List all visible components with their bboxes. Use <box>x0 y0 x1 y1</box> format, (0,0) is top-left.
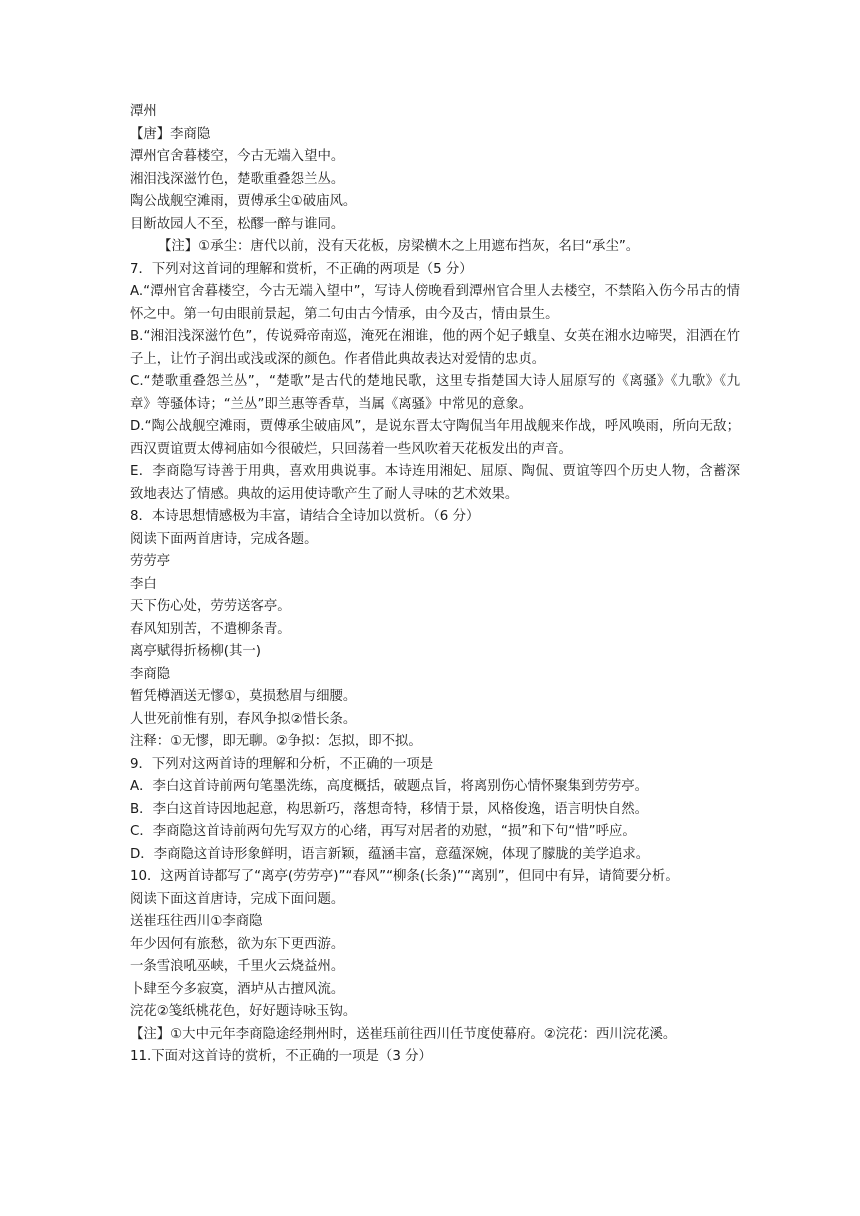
question-9-option-b: B．李白这首诗因地起意，构思新巧，落想奇特，移情于景，风格俊逸，语言明快自然。 <box>130 801 649 817</box>
poemB-title: 离亭赋得折杨柳(其一) <box>130 644 261 659</box>
poem3-title: 送崔珏往西川①李商隐 <box>130 914 263 929</box>
question-9-option-d: D．李商隐这首诗形象鲜明，语言新颖，蕴涵丰富，意蕴深婉，体现了朦胧的美学追求。 <box>130 846 650 862</box>
poemA-line: 春风知别苦，不遣柳条青。 <box>130 621 291 637</box>
poem1-note: 【注】①承尘：唐代以前，没有天花板，房梁横木之上用遮布挡灰，名曰“承尘”。 <box>158 239 640 254</box>
poemA-title: 劳劳亭 <box>130 554 171 569</box>
poem1-line: 潭州官舍暮楼空，今古无端入望中。 <box>130 149 345 164</box>
question-7-option-c: C.“楚歌重叠怨兰丛”，“楚歌”是古代的楚地民歌，这里专指楚国大诗人屈原写的《离骚》《九歌》《九章》等骚体诗；“兰丛”即兰惠等香草，当属《离骚》中常见的意象。 <box>130 374 740 412</box>
question-10: 10．这两首诗都写了“离亭(劳劳亭)”“春风”“柳条(长条)”“离别”，但同中有异，请简要分析。 <box>130 869 679 884</box>
poem3-line: 浣花②笺纸桃花色，好好题诗咏玉钩。 <box>130 1004 357 1019</box>
question-7-option-b: B.“湘泪浅深滋竹色”，传说舜帝南巡，淹死在湘谁，他的两个妃子蛾皇、女英在湘水边啼哭，泪洒在竹子上，让竹子润出或浅或深的颜色。作者借此典故表达对爱情的忠贞。 <box>130 329 740 367</box>
poemB-author: 李商隐 <box>130 666 171 682</box>
question-7-option-e: E．李商隐写诗善于用典，喜欢用典说事。本诗连用湘妃、屈原、陶侃、贾谊等四个历史人物，含蓄深致地表达了情感。典故的运用使诗歌产生了耐人寻味的艺术效果。 <box>130 464 740 502</box>
question-8: 8．本诗思想情感极为丰富，请结合全诗加以赏析。（6 分） <box>130 509 480 524</box>
poem3-line: 年少因何有旅愁，欲为东下更西游。 <box>130 936 345 952</box>
poem1-title: 潭州 <box>130 104 157 119</box>
poemA-author: 李白 <box>130 576 157 592</box>
poemB-line: 人世死前惟有别，春风争拟②惜长条。 <box>130 711 357 727</box>
document-page <box>130 101 740 1069</box>
question-9-option-c: C．李商隐这首诗前两句先写双方的心绪，再写对居者的劝慰，“损”和下句“惜”呼应。 <box>130 824 636 839</box>
question-7-option-d: D.“陶公战舰空滩雨，贾傅承尘破庙风”，是说东晋太守陶侃当年用战舰来作战，呼风唤雨，所向无敌；西汉贾谊贾太傅祠庙如今很破烂，只回荡着一些风吹着天花板发出的声音。 <box>130 419 740 457</box>
question-11-stem: 11.下面对这首诗的赏析，不正确的一项是（3 分） <box>130 1049 432 1064</box>
poem1-line: 陶公战舰空滩雨，贾傅承尘①破庙风。 <box>130 194 357 209</box>
section3-intro: 阅读下面这首唐诗，完成下面问题。 <box>130 891 345 907</box>
poem1-line: 目断故园人不至，松醪一醉与谁同。 <box>130 216 345 232</box>
section2-note: 注释：①无憀，即无聊。②争拟：怎拟，即不拟。 <box>130 734 422 749</box>
poem1-author: 【唐】李商隐 <box>130 126 211 142</box>
question-9-option-a: A．李白这首诗前两句笔墨洗练，高度概括，破题点旨，将离别伤心情怀聚集到劳劳亭。 <box>130 779 649 794</box>
section2-intro: 阅读下面两首唐诗，完成各题。 <box>130 531 318 547</box>
question-7-stem: 7．下列对这首词的理解和赏析，不正确的两项是（5 分） <box>130 261 473 277</box>
poem1-line: 湘泪浅深滋竹色，楚歌重叠怨兰丛。 <box>130 171 345 187</box>
poem3-line: 卜肆至今多寂寞，酒垆从古擅风流。 <box>130 981 345 997</box>
poemA-line: 天下伤心处，劳劳送客亭。 <box>130 599 291 614</box>
poemB-line: 暂凭樽酒送无憀①，莫损愁眉与细腰。 <box>130 689 357 704</box>
question-9-stem: 9．下列对这两首诗的理解和分析，不正确的一项是 <box>130 756 434 772</box>
poem3-line: 一条雪浪吼巫峡，千里火云烧益州。 <box>130 959 345 974</box>
question-7-option-a: A.“潭州官舍暮楼空，今古无端入望中”，写诗人傍晚看到潭州官合里人去楼空，不禁陷入伤今吊古的情怀之中。第一句由眼前景起，第二句由古今情承，由今及古，情由景生。 <box>130 284 740 322</box>
section3-note: 【注】①大中元年李商隐途经荆州时，送崔珏前往西川任节度使幕府。②浣花：西川浣花溪。 <box>130 1026 677 1042</box>
